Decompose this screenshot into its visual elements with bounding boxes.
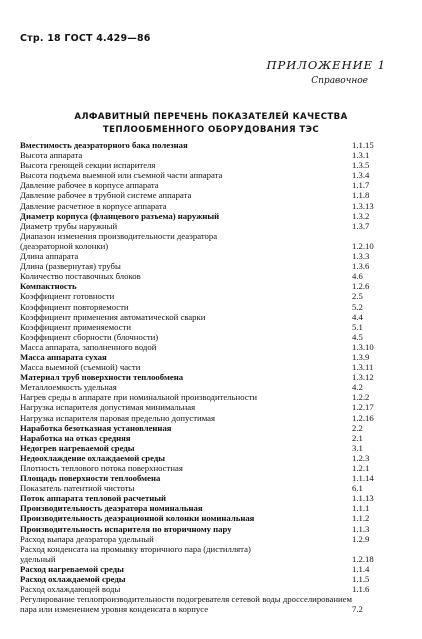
list-item	[20, 241, 392, 251]
list-item	[20, 322, 392, 332]
entry-code: 5.2	[352, 301, 363, 312]
entry-text: Нагрев среды в аппарате при номинальной производительности	[20, 392, 258, 403]
entry-text: Давление расчетное в корпусе аппарата	[20, 200, 167, 211]
list-item	[20, 170, 392, 180]
list-item	[20, 554, 392, 564]
entry-text: Расход охлаждаемой среды	[20, 574, 126, 585]
list-item	[20, 352, 392, 362]
list-item	[20, 221, 392, 231]
entry-text: Диаметр трубы наружный	[20, 220, 118, 231]
entry-code: 1.1.4	[352, 563, 370, 574]
entry-code: 1.3.5	[352, 160, 370, 171]
entry-text: Диаметр корпуса (фланцевого разъема) наружный	[20, 210, 220, 221]
entry-text: Коэффициент готовности	[20, 291, 115, 302]
entry-code: 1.3.4	[352, 170, 370, 181]
entry-text: Вместимость деаэраторного бака полезная	[20, 140, 188, 150]
entry-code: 6.1	[352, 483, 363, 494]
entry-code: 1.1.6	[352, 584, 370, 595]
list-item	[20, 584, 392, 594]
entry-text: Длина аппарата	[20, 251, 79, 262]
entry-code: 1.2.1	[352, 463, 370, 473]
list-item	[20, 534, 392, 544]
entry-code: 1.3.9	[352, 351, 370, 362]
list-item	[20, 372, 392, 382]
entry-code: 4.5	[352, 331, 363, 342]
list-item	[20, 513, 392, 523]
entry-text: Давление рабочее в корпусе аппарата	[20, 180, 159, 191]
list-item	[20, 160, 392, 170]
entry-code: 1.3.1	[352, 150, 370, 161]
entry-code: 4.6	[352, 271, 363, 282]
entry-code: 1.2.3	[352, 452, 370, 463]
appendix-title: ПРИЛОЖЕНИЕ 1	[266, 58, 386, 72]
list-item	[20, 473, 392, 483]
entry-code: 3.1	[352, 442, 363, 453]
entry-text: Расход охлаждающей воды	[20, 584, 121, 595]
appendix-block	[266, 58, 386, 86]
entry-text: Показатель патентной чистоты	[20, 483, 135, 494]
entry-text: Диапазон изменения производительности деаэратора	[20, 230, 218, 241]
entry-code: 2.1	[352, 432, 363, 443]
entry-text: Масса выемной (съемной) части	[20, 362, 141, 373]
entry-code: 1.2.18	[352, 553, 374, 564]
entry-text: Расход нагреваемой среды	[20, 563, 124, 574]
list-item	[20, 251, 392, 261]
index-list	[20, 140, 392, 614]
page-header: Стр. 18 ГОСТ 4.429—86	[20, 33, 151, 44]
entry-code: 1.3.13	[352, 200, 374, 211]
entry-text: Коэффициент сборности (блочности)	[20, 331, 159, 342]
list-item	[20, 211, 392, 221]
entry-code: 1.3.7	[352, 220, 370, 231]
entry-code: 1.1.2	[352, 513, 370, 524]
entry-text: Высота греющей секции испарителя	[20, 160, 156, 171]
entry-text: Масса аппарата, заполненного водой	[20, 341, 157, 352]
list-item	[20, 574, 392, 584]
list-item	[20, 382, 392, 392]
entry-text: Коэффициент повторяемости	[20, 301, 129, 312]
list-item	[20, 312, 392, 322]
entry-text: Давление рабочее в трубной системе аппарата	[20, 190, 192, 201]
list-item	[20, 392, 392, 402]
entry-text: Регулирование теплопроизводительности подогревателя сетевой воды дросселированием пара или изменением уровня конденсата в корпусе	[20, 594, 352, 615]
list-item	[20, 302, 392, 312]
entry-text: Коэффициент применения автоматической сварки	[20, 311, 206, 322]
list-item	[20, 281, 392, 291]
entry-text: Коэффициент применяемости	[20, 321, 131, 332]
entry-text: Расход выпара деаэратора удельный	[20, 533, 154, 544]
entry-text: Площадь поверхности теплообмена	[20, 473, 161, 484]
entry-text: Материал труб поверхности теплообмена	[20, 372, 184, 383]
list-item	[20, 271, 392, 281]
list-item	[20, 483, 392, 493]
entry-text: Наработка на отказ средняя	[20, 432, 131, 443]
entry-code: 1.3.10	[352, 341, 374, 352]
list-item	[20, 503, 392, 513]
entry-text: (деаэраторной колонки)	[20, 240, 109, 251]
document-title-line-1: АЛФАВИТНЫЙ ПЕРЕЧЕНЬ ПОКАЗАТЕЛЕЙ КАЧЕСТВА	[74, 112, 348, 122]
entry-text: Нагрузка испарителя паровая предельно допустимая	[20, 412, 215, 423]
list-item	[20, 564, 392, 574]
entry-code: 4.2	[352, 382, 363, 393]
appendix-subtitle: Справочное	[311, 76, 368, 86]
entry-text: Нагрузка испарителя допустимая минимальная	[20, 402, 196, 413]
entry-text: Компактность	[20, 281, 77, 292]
entry-text: Наработка безотказная установленная	[20, 422, 172, 433]
entry-code: 7.2	[352, 604, 363, 615]
entry-code: 1.2.17	[352, 402, 374, 413]
list-item	[20, 594, 392, 614]
entry-text: Поток аппарата тепловой расчетный	[20, 493, 167, 504]
list-item	[20, 150, 392, 160]
entry-code: 1.1.8	[352, 190, 370, 201]
list-item	[20, 413, 392, 423]
entry-text: Недоохлаждение охлаждаемой среды	[20, 452, 166, 463]
entry-code: 1.1.7	[352, 180, 370, 191]
entry-text: Количество поставочных блоков	[20, 271, 141, 282]
list-item	[20, 362, 392, 372]
list-item	[20, 463, 392, 473]
entry-code: 1.1.3	[352, 523, 370, 534]
list-item	[20, 291, 392, 301]
list-item	[20, 190, 392, 200]
entry-text: Недогрев нагреваемой среды	[20, 442, 135, 453]
entry-code: 1.3.6	[352, 261, 370, 272]
list-item	[20, 544, 392, 554]
list-item	[20, 453, 392, 463]
entry-text: Масса аппарата сухая	[20, 351, 107, 362]
entry-code: 1.1.5	[352, 574, 370, 585]
entry-code: 2.5	[352, 291, 363, 302]
list-item	[20, 140, 392, 150]
entry-code: 1.2.10	[352, 240, 374, 251]
list-item	[20, 443, 392, 453]
list-item	[20, 493, 392, 503]
list-item	[20, 261, 392, 271]
entry-code: 4.4	[352, 311, 363, 322]
entry-code: 1.3.12	[352, 372, 374, 383]
document-title-line-2: ТЕПЛООБМЕННОГО ОБОРУДОВАНИЯ ТЭС	[102, 125, 320, 135]
entry-code: 1.2.16	[352, 412, 374, 423]
list-item	[20, 524, 392, 534]
entry-text: Высота подъема выемной или съемной части аппарата	[20, 170, 223, 181]
entry-text: Производительность испарителя по вторичному пару	[20, 523, 232, 534]
entry-text: Расход конденсата на промывку вторичного пара (дистиллята)	[20, 543, 251, 554]
entry-code: 5.1	[352, 321, 363, 332]
entry-code: 1.3.2	[352, 210, 370, 221]
entry-text: Производительность деаэрационной колонки номинальная	[20, 513, 255, 524]
entry-code: 1.2.9	[352, 533, 370, 544]
entry-code: 1.2.6	[352, 281, 370, 292]
entry-code: 1.1.15	[352, 140, 374, 150]
entry-code: 1.1.1	[352, 503, 370, 514]
entry-code: 1.1.14	[352, 473, 374, 484]
entry-code: 2.2	[352, 422, 363, 433]
list-item	[20, 402, 392, 412]
entry-code: 1.3.3	[352, 251, 370, 262]
entry-text: Плотность теплового потока поверхностная	[20, 463, 183, 473]
list-item	[20, 231, 392, 241]
list-item	[20, 433, 392, 443]
entry-code: 1.1.13	[352, 493, 374, 504]
list-item	[20, 332, 392, 342]
entry-text: Производительность деаэратора номинальная	[20, 503, 203, 514]
entry-text: удельный	[20, 553, 56, 564]
entry-text: Длина (развернутая) трубы	[20, 261, 121, 272]
entry-code: 1.2.2	[352, 392, 370, 403]
entry-text: Высота аппарата	[20, 150, 83, 161]
list-item	[20, 201, 392, 211]
entry-code: 1.3.11	[352, 362, 374, 373]
list-item	[20, 180, 392, 190]
entry-text: Металлоемкость удельная	[20, 382, 117, 393]
list-item	[20, 342, 392, 352]
list-item	[20, 423, 392, 433]
